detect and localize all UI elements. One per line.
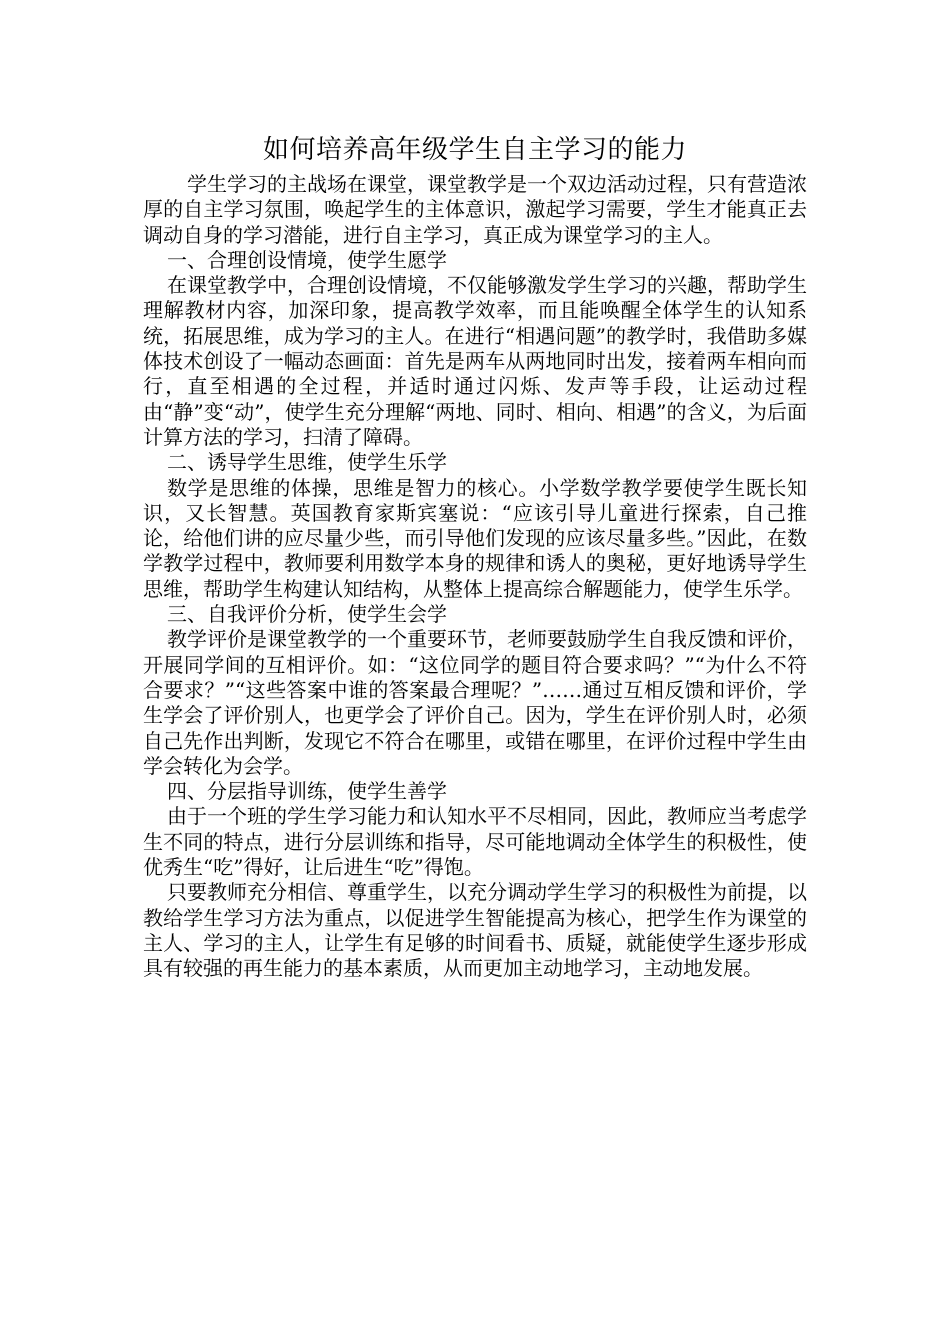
- section-heading-2: 二、诱导学生思维，使学生乐学: [167, 450, 447, 475]
- section-body-2: 数学是思维的体操，思维是智力的核心。小学数学教学要使学生既长知识，又长智慧。英国教育家斯宾塞说：“应该引导儿童进行探索，自己推论，给他们讲的应尽量少些，而引导他们发现的应该尽量多些。”因此，在数学教学过程中，教师要利用数学本身的规律和诱人的奥秘，更好地诱导学生思维，帮助学生构建认知结构，从整体上提高综合解题能力，使学生乐学。: [143, 475, 807, 601]
- document-title: 如何培养高年级学生自主学习的能力: [262, 135, 687, 165]
- document-page: [143, 128, 807, 982]
- conclusion-paragraph: 只要教师充分相信、尊重学生，以充分调动学生学习的积极性为前提，以教给学生学习方法为重点，以促进学生智能提高为核心，把学生作为课堂的主人、学习的主人，让学生有足够的时间看书、质疑，就能使学生逐步形成具有较强的再生能力的基本素质，从而更加主动地学习，主动地发展。: [143, 880, 807, 981]
- section-body-3: 教学评价是课堂教学的一个重要环节，老师要鼓励学生自我反馈和评价，开展同学间的互相评价。如：“这位同学的题目符合要求吗？”“为什么不符合要求？”“这些答案中谁的答案最合理呢？”……通过互相反馈和评价，学生学会了评价别人，也更学会了评价自己。因为，学生在评价别人时，必须自己先作出判断，发现它不符合在哪里，或错在哪里，在评价过程中学生由学会转化为会学。: [143, 627, 807, 778]
- section-heading-1: 一、合理创设情境，使学生愿学: [167, 247, 447, 272]
- section-heading-3: 三、自我评价分析，使学生会学: [167, 602, 447, 627]
- intro-paragraph: 学生学习的主战场在课堂，课堂教学是一个双边活动过程，只有营造浓厚的自主学习氛围，唤起学生的主体意识，激起学习需要，学生才能真正去调动自身的学习潜能，进行自主学习，真正成为课堂学习的主人。: [143, 172, 807, 247]
- section-heading-4: 四、分层指导训练，使学生善学: [167, 779, 447, 804]
- section-body-1: 在课堂教学中，合理创设情境，不仅能够激发学生学习的兴趣，帮助学生理解教材内容，加深印象，提高教学效率，而且能唤醒全体学生的认知系统，拓展思维，成为学习的主人。在进行“相遇问题”的教学时，我借助多媒体技术创设了一幅动态画面：首先是两车从两地同时出发，接着两车相向而行，直至相遇的全过程，并适时通过闪烁、发声等手段，让运动过程由“静”变“动”，使学生充分理解“两地、同时、相向、相遇”的含义，为后面计算方法的学习，扫清了障碍。: [143, 273, 807, 449]
- section-body-4: 由于一个班的学生学习能力和认知水平不尽相同，因此，教师应当考虑学生不同的特点，进行分层训练和指导，尽可能地调动全体学生的积极性，使优秀生“吃”得好，让后进生“吃”得饱。: [143, 804, 807, 880]
